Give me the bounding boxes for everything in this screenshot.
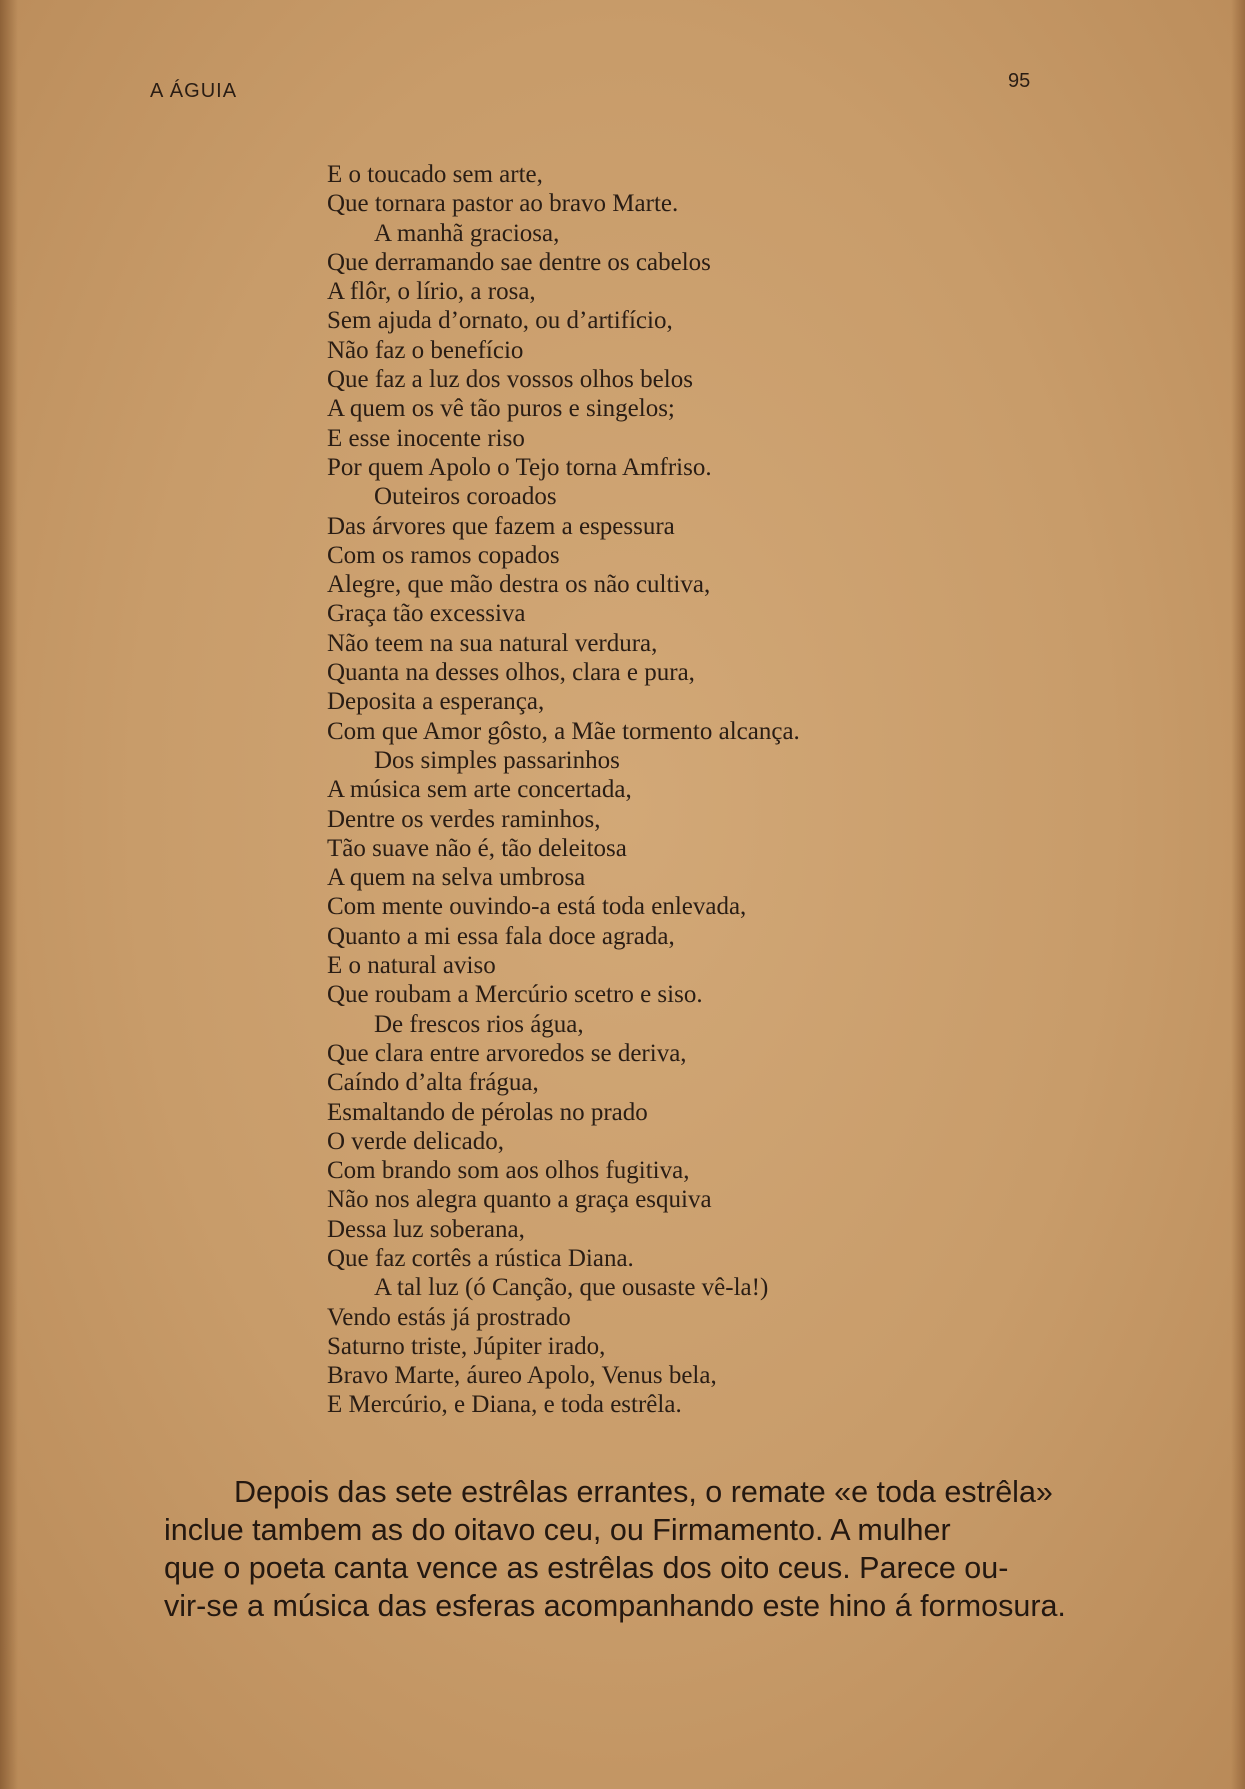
poem-line: Sem ajuda d’ornato, ou d’artifício, [327,307,673,335]
poem-line: E o toucado sem arte, [327,161,543,188]
poem-line: E esse inocente riso [327,424,525,452]
poem-line: Tão suave não é, tão deleitosa [327,834,627,862]
poem-line: Não nos alegra quanto a graça esquiva [327,1186,712,1214]
poem-line: Não faz o benefício [327,336,524,364]
poem-line: Que tornara pastor ao bravo Marte. [327,190,679,218]
page-number: 95 [1008,70,1031,92]
poem-line: Graça tão excessiva [327,600,526,628]
poem-line: Que faz a luz dos vossos olhos belos [327,366,693,394]
commentary-line: vir-se a música das esferas acompanhando este hino á formosura. [164,1589,1066,1623]
poem-line: E Mercúrio, e Diana, e toda estrêla. [327,1391,682,1419]
poem-line: Outeiros coroados [374,483,557,511]
poem-line: Com os ramos copados [327,541,560,569]
poem-line: A flôr, o lírio, a rosa, [327,278,536,306]
poem-line: Dessa luz soberana, [327,1215,525,1243]
page-edge-right [1231,0,1245,1789]
poem-line: Que clara entre arvoredos se deriva, [327,1039,687,1067]
poem-line: Vendo estás já prostrado [327,1303,571,1331]
poem-line: Alegre, que mão destra os não cultiva, [327,571,711,599]
commentary-line: que o poeta canta vence as estrêlas dos oito ceus. Parece ou- [164,1551,1009,1585]
poem-line: Dos simples passarinhos [374,746,620,774]
running-header-title: A ÁGUIA [150,80,238,102]
poem-line: Com brando som aos olhos fugitiva, [327,1157,690,1185]
poem-line: Dentre os verdes raminhos, [327,805,601,833]
commentary-paragraph [164,1473,1066,1625]
poem-line: A quem os vê tão puros e singelos; [327,395,675,423]
commentary-line: Depois das sete estrêlas errantes, o remate «e toda estrêla» [234,1475,1053,1509]
poem-line: Quanto a mi essa fala doce agrada, [327,922,675,950]
poem-line: Por quem Apolo o Tejo torna Amfriso. [327,453,712,481]
poem-line: Que faz cortês a rústica Diana. [327,1244,634,1272]
poem-line: A quem na selva umbrosa [327,864,586,892]
poem-line: Saturno triste, Júpiter irado, [327,1332,606,1360]
poem-line: Que roubam a Mercúrio scetro e siso. [327,981,703,1009]
commentary-line: inclue tambem as do oitavo ceu, ou Firmamento. A mulher [164,1513,951,1547]
poem-line: Com que Amor gôsto, a Mãe tormento alcança. [327,717,800,745]
poem-line: Que derramando sae dentre os cabelos [327,248,711,276]
poem-line: E o natural aviso [327,952,496,980]
poem-line: O verde delicado, [327,1127,505,1155]
poem-line: Caíndo d’alta frágua, [327,1069,539,1097]
poem-line: Não teem na sua natural verdura, [327,629,658,657]
poem-line: A música sem arte concertada, [327,776,632,804]
poem-line: Bravo Marte, áureo Apolo, Venus bela, [327,1362,717,1390]
poem-line: De frescos rios água, [374,1010,584,1038]
poem-line: Deposita a esperança, [327,688,545,716]
poem-line: Esmaltando de pérolas no prado [327,1098,648,1126]
poem-line: A manhã graciosa, [374,219,560,247]
poem-line: Das árvores que fazem a espessura [327,512,675,540]
poem-line: A tal luz (ó Canção, que ousaste vê-la!) [374,1274,769,1302]
page-edge-left [0,0,18,1789]
poem-block [327,160,1027,1420]
poem-line: Quanta na desses olhos, clara e pura, [327,659,695,687]
poem-line: Com mente ouvindo-a está toda enlevada, [327,893,747,921]
